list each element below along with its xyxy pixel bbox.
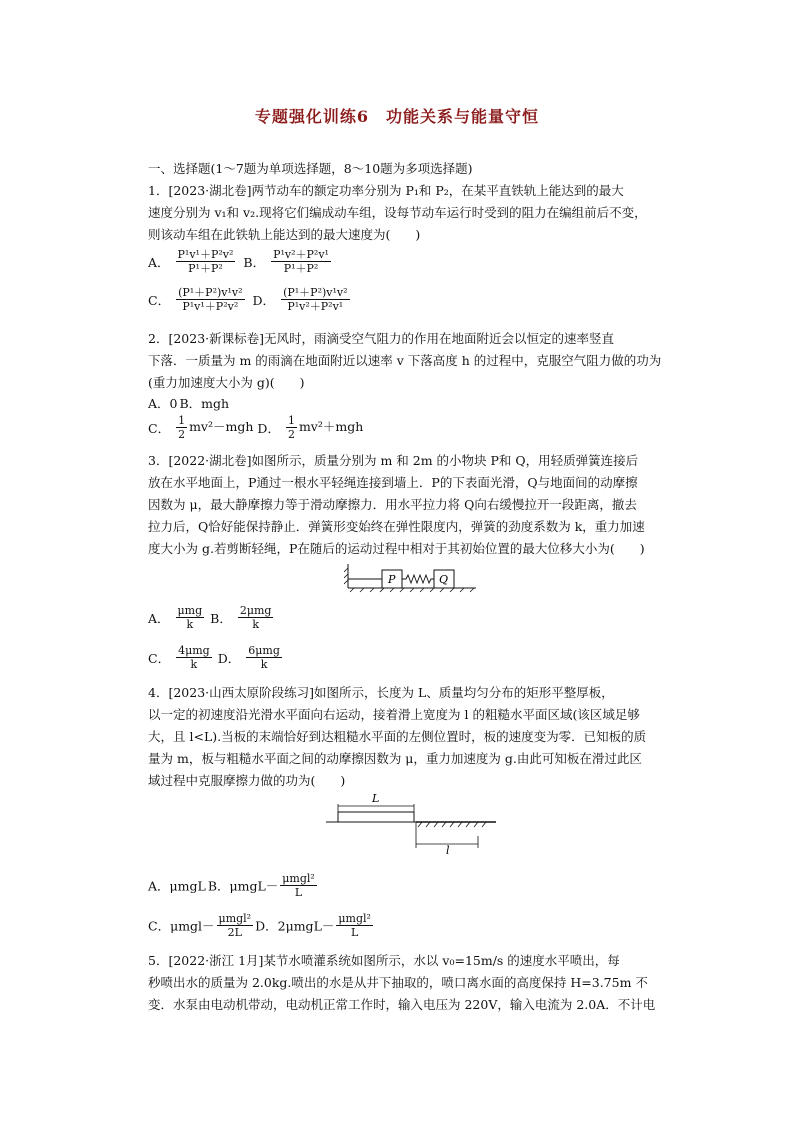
q1-line-2: 速度分别为 v₁和 v₂.现将它们编成动车组，设每节动车运行时受到的阻力在编组前后不变， — [148, 205, 647, 220]
spring-line — [402, 575, 434, 583]
q1-option-d-label: D． — [252, 292, 276, 308]
block-q-label: Q — [439, 573, 449, 586]
q4-line-5: 域过程中克服摩擦力做的功为( ) — [148, 773, 346, 788]
q1-option-a[interactable]: $\frac{\text{P¹v¹＋P²v²}}{\text{P¹＋P²}}$ — [177, 248, 234, 275]
q4-options-ab — [148, 872, 319, 899]
q3-line-4: 拉力后，Q恰好能保持静止．弹簧形变始终在弹性限度内，弹簧的劲度系数为 k，重力加速 — [148, 519, 645, 534]
label-l: l — [446, 844, 450, 854]
q3-option-c-label: C． — [148, 650, 171, 666]
q3-option-c[interactable]: $\frac{\text{4μmg}}{k}$ — [178, 644, 210, 671]
q4-option-b[interactable]: B．μmgL－ $\frac{\text{μmgl²}}{L}$ — [207, 872, 315, 899]
q1-option-c[interactable]: $\frac{\text{(P¹＋P²)v¹v²}}{\text{P¹v¹＋P²v²}}$ — [178, 286, 243, 313]
ground-hatching — [350, 588, 474, 592]
q1-option-a-label: A． — [148, 254, 170, 270]
section-heading: 一、选择题(1～7题为单项选择题，8～10题为多项选择题) — [148, 161, 473, 176]
label-L: L — [372, 792, 380, 805]
q4-option-d[interactable]: D．2μmgL－ $\frac{\text{μmgl²}}{L}$ — [255, 912, 371, 939]
q1-option-d[interactable]: $\frac{\text{(P¹＋P²)v¹v²}}{\text{P¹v²＋P²v¹}}$ — [283, 286, 348, 313]
q3-options-ab — [148, 604, 275, 631]
q4-line-4: 量为 m，板与粗糙水平面之间的动摩擦因数为 μ，重力加速度为 g.由此可知板在滑过此区 — [148, 751, 642, 766]
q3-line-5: 度大小为 g.若剪断轻绳，P在随后的运动过程中相对于其初始位置的最大位移大小为( ) — [148, 541, 645, 556]
page-title: 专题强化训练6 功能关系与能量守恒 — [254, 107, 540, 126]
q2-option-d[interactable]: $\frac{1}{2}$ mv²＋mgh — [287, 414, 364, 441]
block-p-label: P — [388, 573, 396, 586]
q1-line-1: 1．[2023·湖北卷]两节动车的额定功率分别为 P₁和 P₂，在某平直铁轨上能达到的最大 — [148, 183, 624, 198]
q3-figure-spring-blocks — [344, 562, 480, 594]
q3-option-d-label: D． — [217, 650, 241, 666]
q3-options-cd — [148, 644, 284, 671]
q2-line-1: 2．[2023·新课标卷]无风时，雨滴受空气阻力的作用在地面附近会以恒定的速率竖直 — [148, 331, 614, 346]
q1-options-ab — [148, 248, 333, 275]
q5-line-1: 5．[2022·浙江 1月]某节水喷灌系统如图所示，水以 v₀=15m/s 的速度水平喷出，每 — [148, 953, 620, 968]
q4-line-1: 4．[2023·山西太原阶段练习]如图所示，长度为 L、质量均匀分布的矩形平整厚板， — [148, 685, 614, 700]
q3-line-2: 放在水平地面上，P通过一根水平轻绳连接到墙上．P的下表面光滑，Q与地面间的动摩擦 — [148, 475, 638, 490]
q1-option-c-label: C． — [148, 292, 171, 308]
q5-line-2: 秒喷出水的质量为 2.0kg.喷出的水是从井下抽取的，喷口离水面的高度保持 H=3.75m 不 — [148, 975, 648, 990]
q1-line-3: 则该动车组在此铁轨上能达到的最大速度为( ) — [148, 227, 421, 242]
q2-option-d-label: D． — [257, 420, 280, 436]
q4-options-cd — [148, 912, 375, 939]
q2-option-a[interactable]: A．0 — [148, 396, 178, 411]
q2-options-cd — [148, 414, 363, 441]
wall-hatching — [344, 568, 348, 584]
q4-line-3: 大，且 l<L).当板的末端恰好到达粗糙水平面的左侧位置时，板的速度变为零．已知板的质 — [148, 729, 647, 744]
q2-line-3: (重力加速度大小为 g)( ) — [148, 375, 305, 390]
q3-option-b-label: B． — [210, 610, 232, 626]
q3-option-a[interactable]: $\frac{\text{μmg}}{k}$ — [177, 604, 203, 631]
q4-figure-plank — [326, 792, 496, 854]
plank-rect — [338, 812, 414, 822]
q2-option-b[interactable]: B．mgh — [179, 396, 230, 411]
q2-option-c[interactable]: $\frac{1}{2}$ mv²－mgh — [178, 414, 254, 441]
q2-line-2: 下落．一质量为 m 的雨滴在地面附近以速率 v 下落高度 h 的过程中，克服空气阻力做的功为 — [148, 353, 662, 368]
q3-line-3: 因数为 μ，最大静摩擦力等于滑动摩擦力．用水平拉力将 Q向右缓慢拉开一段距离，撤去 — [148, 497, 637, 512]
q5-line-3: 变．水泵由电动机带动，电动机正常工作时，输入电压为 220V，输入电流为 2.0A．不计电 — [148, 997, 656, 1012]
q4-option-c[interactable]: C．μmgl－ $\frac{\text{μmgl²}}{2L}$ — [148, 912, 252, 939]
q3-option-a-label: A． — [148, 610, 170, 626]
q4-line-2: 以一定的初速度沿光滑水平面向右运动，接着滑上宽度为 l 的粗糙水平面区域(该区域足够 — [148, 707, 640, 722]
q2-options-ab — [148, 394, 229, 412]
q1-option-b[interactable]: $\frac{\text{P¹v²＋P²v¹}}{\text{P¹＋P²}}$ — [273, 248, 329, 275]
q1-option-b-label: B． — [243, 254, 266, 270]
q3-line-1: 3．[2022·湖北卷]如图所示，质量分别为 m 和 2m 的小物块 P和 Q，用轻质弹簧连接后 — [148, 453, 639, 468]
q3-option-b[interactable]: $\frac{\text{2μmg}}{k}$ — [239, 604, 272, 631]
q1-options-cd — [148, 286, 352, 313]
q2-option-c-label: C． — [148, 420, 171, 436]
q4-option-a[interactable]: A．μmgL — [148, 878, 206, 894]
q3-option-d[interactable]: $\frac{\text{6μmg}}{k}$ — [248, 644, 280, 671]
